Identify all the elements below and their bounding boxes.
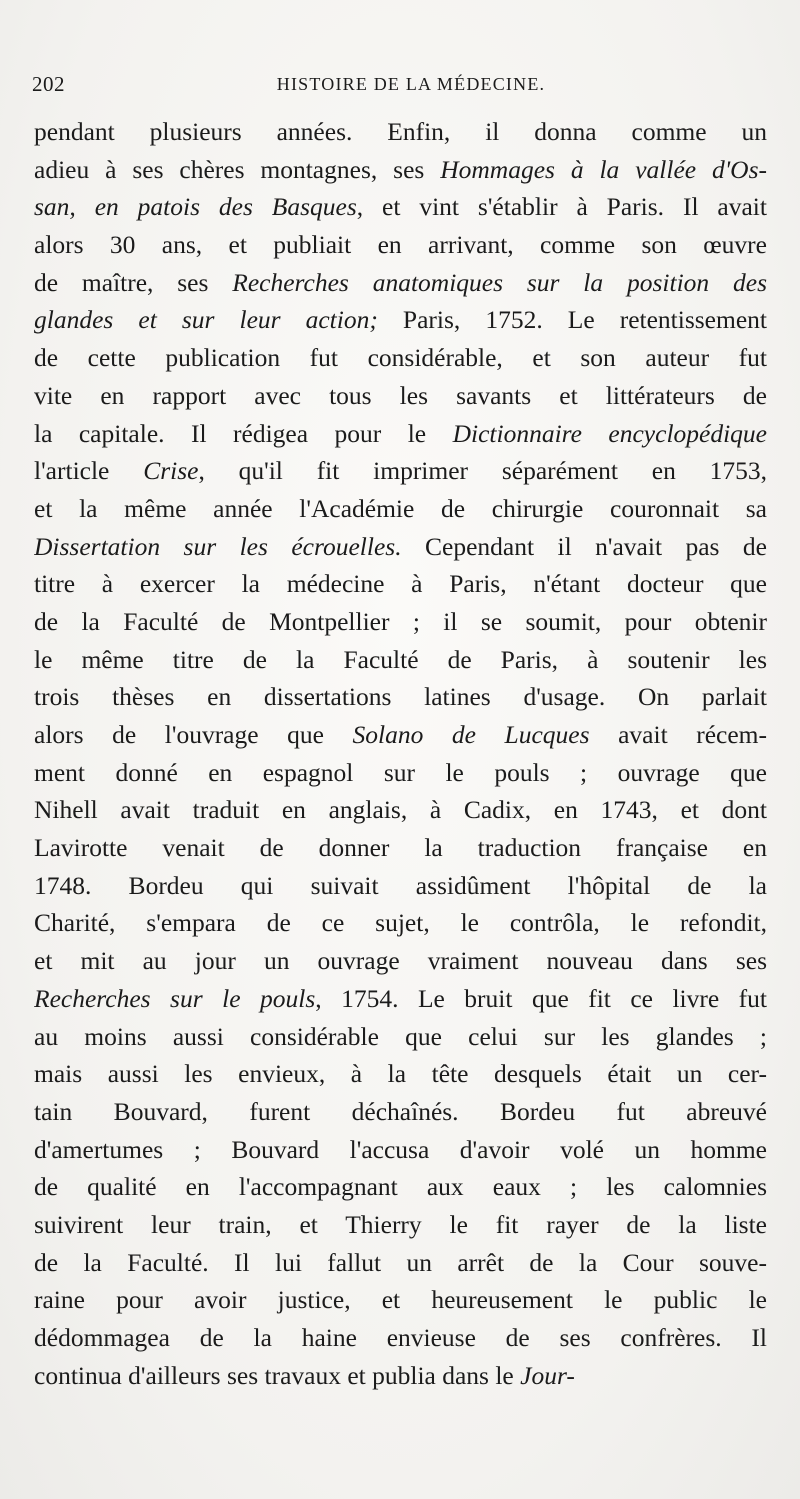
text-line xyxy=(34,641,767,679)
text-line xyxy=(34,942,767,980)
text-line xyxy=(34,452,767,490)
text-segment: alors de l'ouvrage que xyxy=(34,720,353,749)
text-segment: de la Faculté. Il lui fallut un arrêt de la Cour souve- xyxy=(34,1247,767,1277)
text-line xyxy=(34,716,767,754)
text-segment: adieu à ses chères montagnes, ses xyxy=(34,154,441,184)
text-segment: , 1754. Le bruit que fit ce livre fut xyxy=(315,983,767,1013)
body-text xyxy=(34,113,767,1394)
text-line xyxy=(34,565,767,603)
text-line xyxy=(34,1281,767,1319)
text-segment: ment donné en espagnol sur le pouls ; ouvrage que xyxy=(34,757,767,787)
page-number: 202 xyxy=(32,72,65,96)
text-segment: et mit au jour un ouvrage vraiment nouveau dans ses xyxy=(34,946,767,976)
text-segment: continua d'ailleurs ses travaux et publia dans le xyxy=(34,1360,521,1390)
text-line xyxy=(34,829,767,867)
text-segment: d'amertumes ; Bouvard l'accusa d'avoir volé un homme xyxy=(34,1134,767,1164)
text-line xyxy=(34,678,767,716)
text-segment: Charité, s'empara de ce sujet, le contrôla, le refondit, xyxy=(34,908,767,938)
text-line xyxy=(34,1093,767,1131)
text-line xyxy=(34,867,767,905)
text-line xyxy=(34,188,767,226)
text-segment: la capitale. Il rédigea pour le xyxy=(34,418,453,448)
text-line xyxy=(34,1131,767,1169)
text-segment: de la Faculté de Montpellier ; il se soumit, pour obtenir xyxy=(34,606,767,636)
text-line xyxy=(34,415,767,453)
italic-text: Jour- xyxy=(520,1360,575,1390)
text-segment: l'article xyxy=(34,456,144,486)
text-line xyxy=(34,1319,767,1357)
text-line xyxy=(34,377,767,415)
text-segment: tain Bouvard, furent déchaînés. Bordeu fut abreuvé xyxy=(34,1096,767,1126)
text-segment: de qualité en l'accompagnant aux eaux ; les calomnies xyxy=(34,1172,767,1202)
text-segment: de maître, ses xyxy=(34,267,233,297)
text-segment: , et vint s'établir à Paris. Il avait xyxy=(356,192,767,222)
text-line xyxy=(34,603,767,641)
text-line xyxy=(34,754,767,792)
running-title: HISTOIRE DE LA MÉDECINE. xyxy=(276,74,546,94)
text-line xyxy=(34,490,767,528)
text-line xyxy=(34,1055,767,1093)
text-line xyxy=(34,1206,767,1244)
text-segment: suivirent leur train, et Thierry le fit rayer de la liste xyxy=(34,1209,767,1239)
text-line xyxy=(34,226,767,264)
text-segment: titre à exercer la médecine à Paris, n'étant docteur que xyxy=(34,569,767,599)
text-line xyxy=(34,339,767,377)
text-line xyxy=(34,791,767,829)
text-line xyxy=(34,301,767,339)
text-segment: 1748. Bordeu qui suivait assidûment l'hôpital de la xyxy=(34,870,767,900)
text-segment: pendant plusieurs années. Enfin, il donna comme un xyxy=(34,117,767,146)
text-segment: dédommagea de la haine envieuse de ses confrères. Il xyxy=(34,1323,767,1352)
text-segment: Lavirotte venait de donner la traduction française en xyxy=(34,833,767,863)
text-line xyxy=(34,1018,767,1056)
text-segment: trois thèses en dissertations latines d'usage. On parlait xyxy=(34,682,767,712)
text-segment: vite en rapport avec tous les savants et littérateurs de xyxy=(34,380,767,410)
italic-text: Dissertation sur les écrouelles. xyxy=(34,531,402,561)
text-segment: et la même année l'Académie de chirurgie couronnait sa xyxy=(34,493,767,523)
text-line xyxy=(34,151,767,189)
text-segment: le même titre de la Faculté de Paris, à soutenir les xyxy=(34,644,767,674)
text-segment: raine pour avoir justice, et heureusement le public le xyxy=(34,1285,767,1315)
text-segment: Cependant il n'avait pas de xyxy=(401,531,767,561)
italic-text: Recherches anatomiques sur la position des xyxy=(232,267,767,297)
italic-text: Crise xyxy=(143,456,199,486)
text-segment: , qu'il fit imprimer séparément en 1753, xyxy=(198,456,767,486)
text-segment: mais aussi les envieux, à la tête desquels était un cer- xyxy=(34,1059,767,1089)
italic-text: Hommages à la vallée d'Os- xyxy=(440,154,767,184)
italic-text: glandes et sur leur action; xyxy=(34,305,378,335)
text-line xyxy=(34,1357,767,1395)
text-line xyxy=(34,113,767,151)
text-line xyxy=(34,980,767,1018)
text-line xyxy=(34,528,767,566)
text-segment: alors 30 ans, et publiait en arrivant, comme son œuvre xyxy=(34,230,767,260)
text-line xyxy=(34,1244,767,1282)
text-line xyxy=(34,1168,767,1206)
italic-text: Solano de Lucques xyxy=(352,720,590,749)
italic-text: san, en patois des Basques xyxy=(34,192,357,222)
text-segment: de cette publication fut considérable, et son auteur fut xyxy=(34,343,767,373)
page-header xyxy=(32,72,760,104)
text-segment: avait récem- xyxy=(589,720,767,749)
text-segment: au moins aussi considérable que celui sur les glandes ; xyxy=(34,1021,767,1051)
text-line xyxy=(34,264,767,302)
italic-text: Dictionnaire encyclopédique xyxy=(452,418,767,448)
text-segment: Nihell avait traduit en anglais, à Cadix, en 1743, et dont xyxy=(34,795,767,825)
italic-text: Recherches sur le pouls xyxy=(34,983,316,1013)
text-line xyxy=(34,904,767,942)
text-segment: Paris, 1752. Le retentissement xyxy=(377,305,767,335)
